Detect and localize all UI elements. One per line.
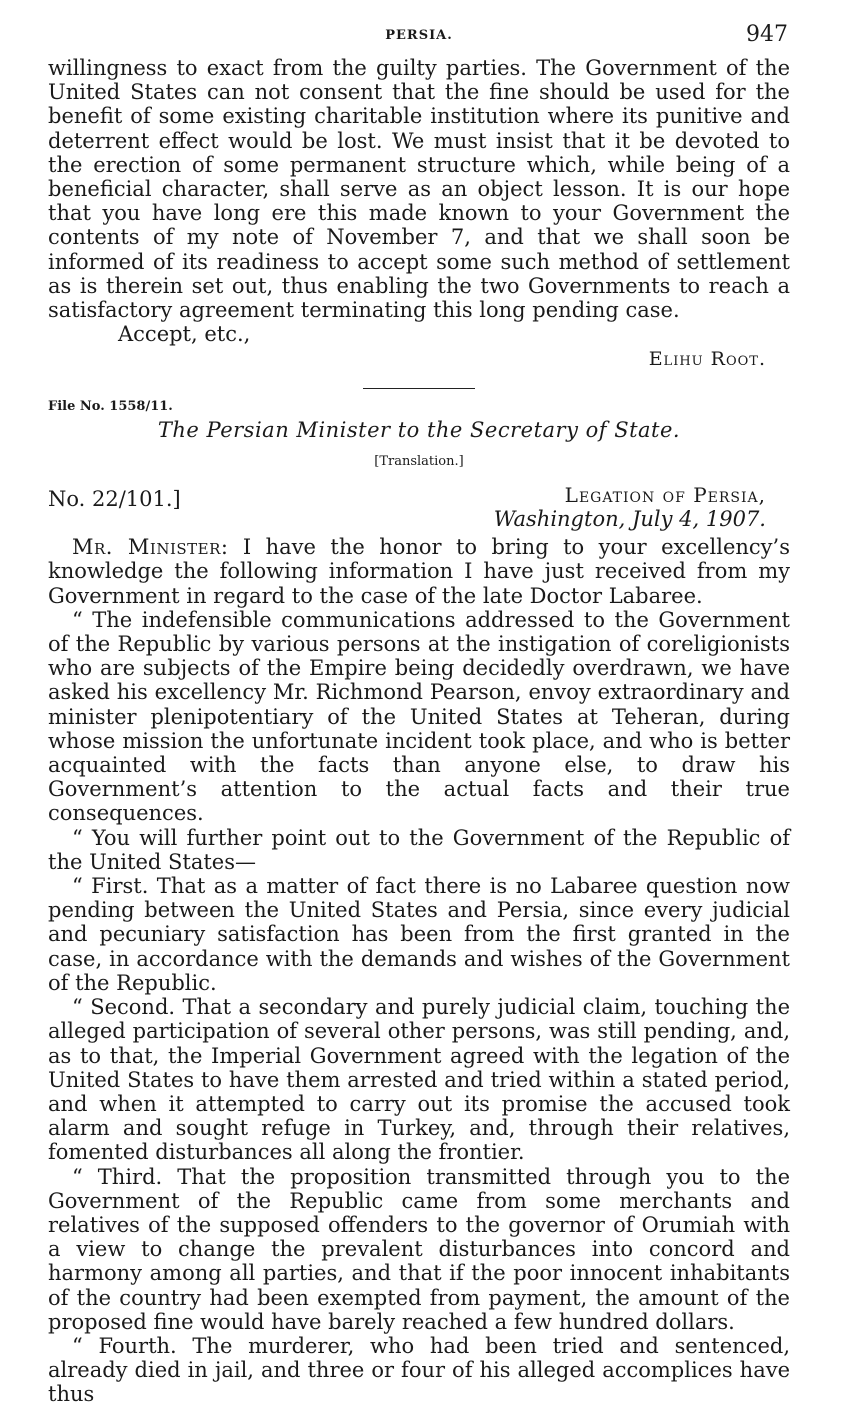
legation-name: Legation of Persia, [564,483,766,508]
running-title: PERSIA. [385,28,453,43]
signature: Elihu Root. [648,348,766,371]
letter-dateline [48,483,790,533]
body-paragraph: “ First. That as a matter of fact there is no Labaree question now pending between the United States and Persia, since every judicial and pecuniary satisfaction has been from the first granted in the case, in accordance with the demands and wishes of the Government of the Republic. [48,874,790,995]
file-number: File No. 1558/11. [48,399,173,415]
salutation: Mr. Minister: [72,535,229,560]
document-heading: The Persian Minister to the Secretary of State. [157,418,681,443]
body-paragraph: “ You will further point out to the Government of the Republic of the United States— [48,825,790,874]
document-page [48,22,790,1407]
running-header [48,22,790,56]
closing-phrase: Accept, etc., [118,322,251,347]
section-divider [363,388,475,389]
body-paragraph: “ The indefensible communications addressed to the Government of the Republic by various persons at the instigation of coreligionists who are subjects of the Empire being decidedly overdrawn, we have asked his excellency Mr. Richmond Pearson, envoy extraordinary and minister plenipotentiary of the United States at Teheran, during whose mission the unfortunate incident took place, and who is better acquainted with the facts than anyone else, to draw his Government’s attention to the actual facts and their true consequences. [48,607,790,826]
opening-paragraph [48,535,790,608]
body-paragraph: “ Third. That the proposition transmitted through you to the Government of the Republic came from some merchants and relatives of the supposed offenders to the governor of Orumiah with a view to change the prevalent disturbances into concord and harmony among all parties, and that if the poor innocent inhabitants of the country had been exempted from payment, the amount of the proposed fine would have barely reached a few hundred dollars. [48,1164,790,1334]
opening-text: I have the honor to bring to your excellency’s knowledge the following information I have just received from my Government in regard to the case of the late Doctor Labaree. [48,535,790,608]
continuation-paragraph: willingness to exact from the guilty parties. The Government of the United States can not consent that the fine should be used for the benefit of some existing charitable institution where its punitive and deterrent effect would be lost. We must insist that it be devoted to the erection of some permanent structure which, while being of a beneficial character, shall serve as an object lesson. It is our hope that you have long ere this made known to your Government the contents of my note of November 7, and that we shall soon be informed of its readiness to accept some such method of settlement as is therein set out, thus enabling the two Governments to reach a satisfactory agreement terminating this long pending case. [48,56,790,323]
body-paragraph: “ Fourth. The murderer, who had been tried and sentenced, already died in jail, and three or four of his alleged accomplices have thus [48,1333,790,1407]
letter-number: No. 22/101.] [48,487,181,512]
place-and-date: Washington, July 4, 1907. [493,507,766,532]
page-number: 947 [746,22,788,47]
body-paragraph: “ Second. That a secondary and purely judicial claim, touching the alleged participation of several other persons, was still pending, and, as to that, the Imperial Government agreed with the legation of the United States to have them arrested and tried within a stated period, and when it attempted to carry out its promise the accused took alarm and sought refuge in Turkey, and, through their relatives, fomented disturbances all along the frontier. [48,995,790,1165]
translation-note: [Translation.] [374,454,464,470]
